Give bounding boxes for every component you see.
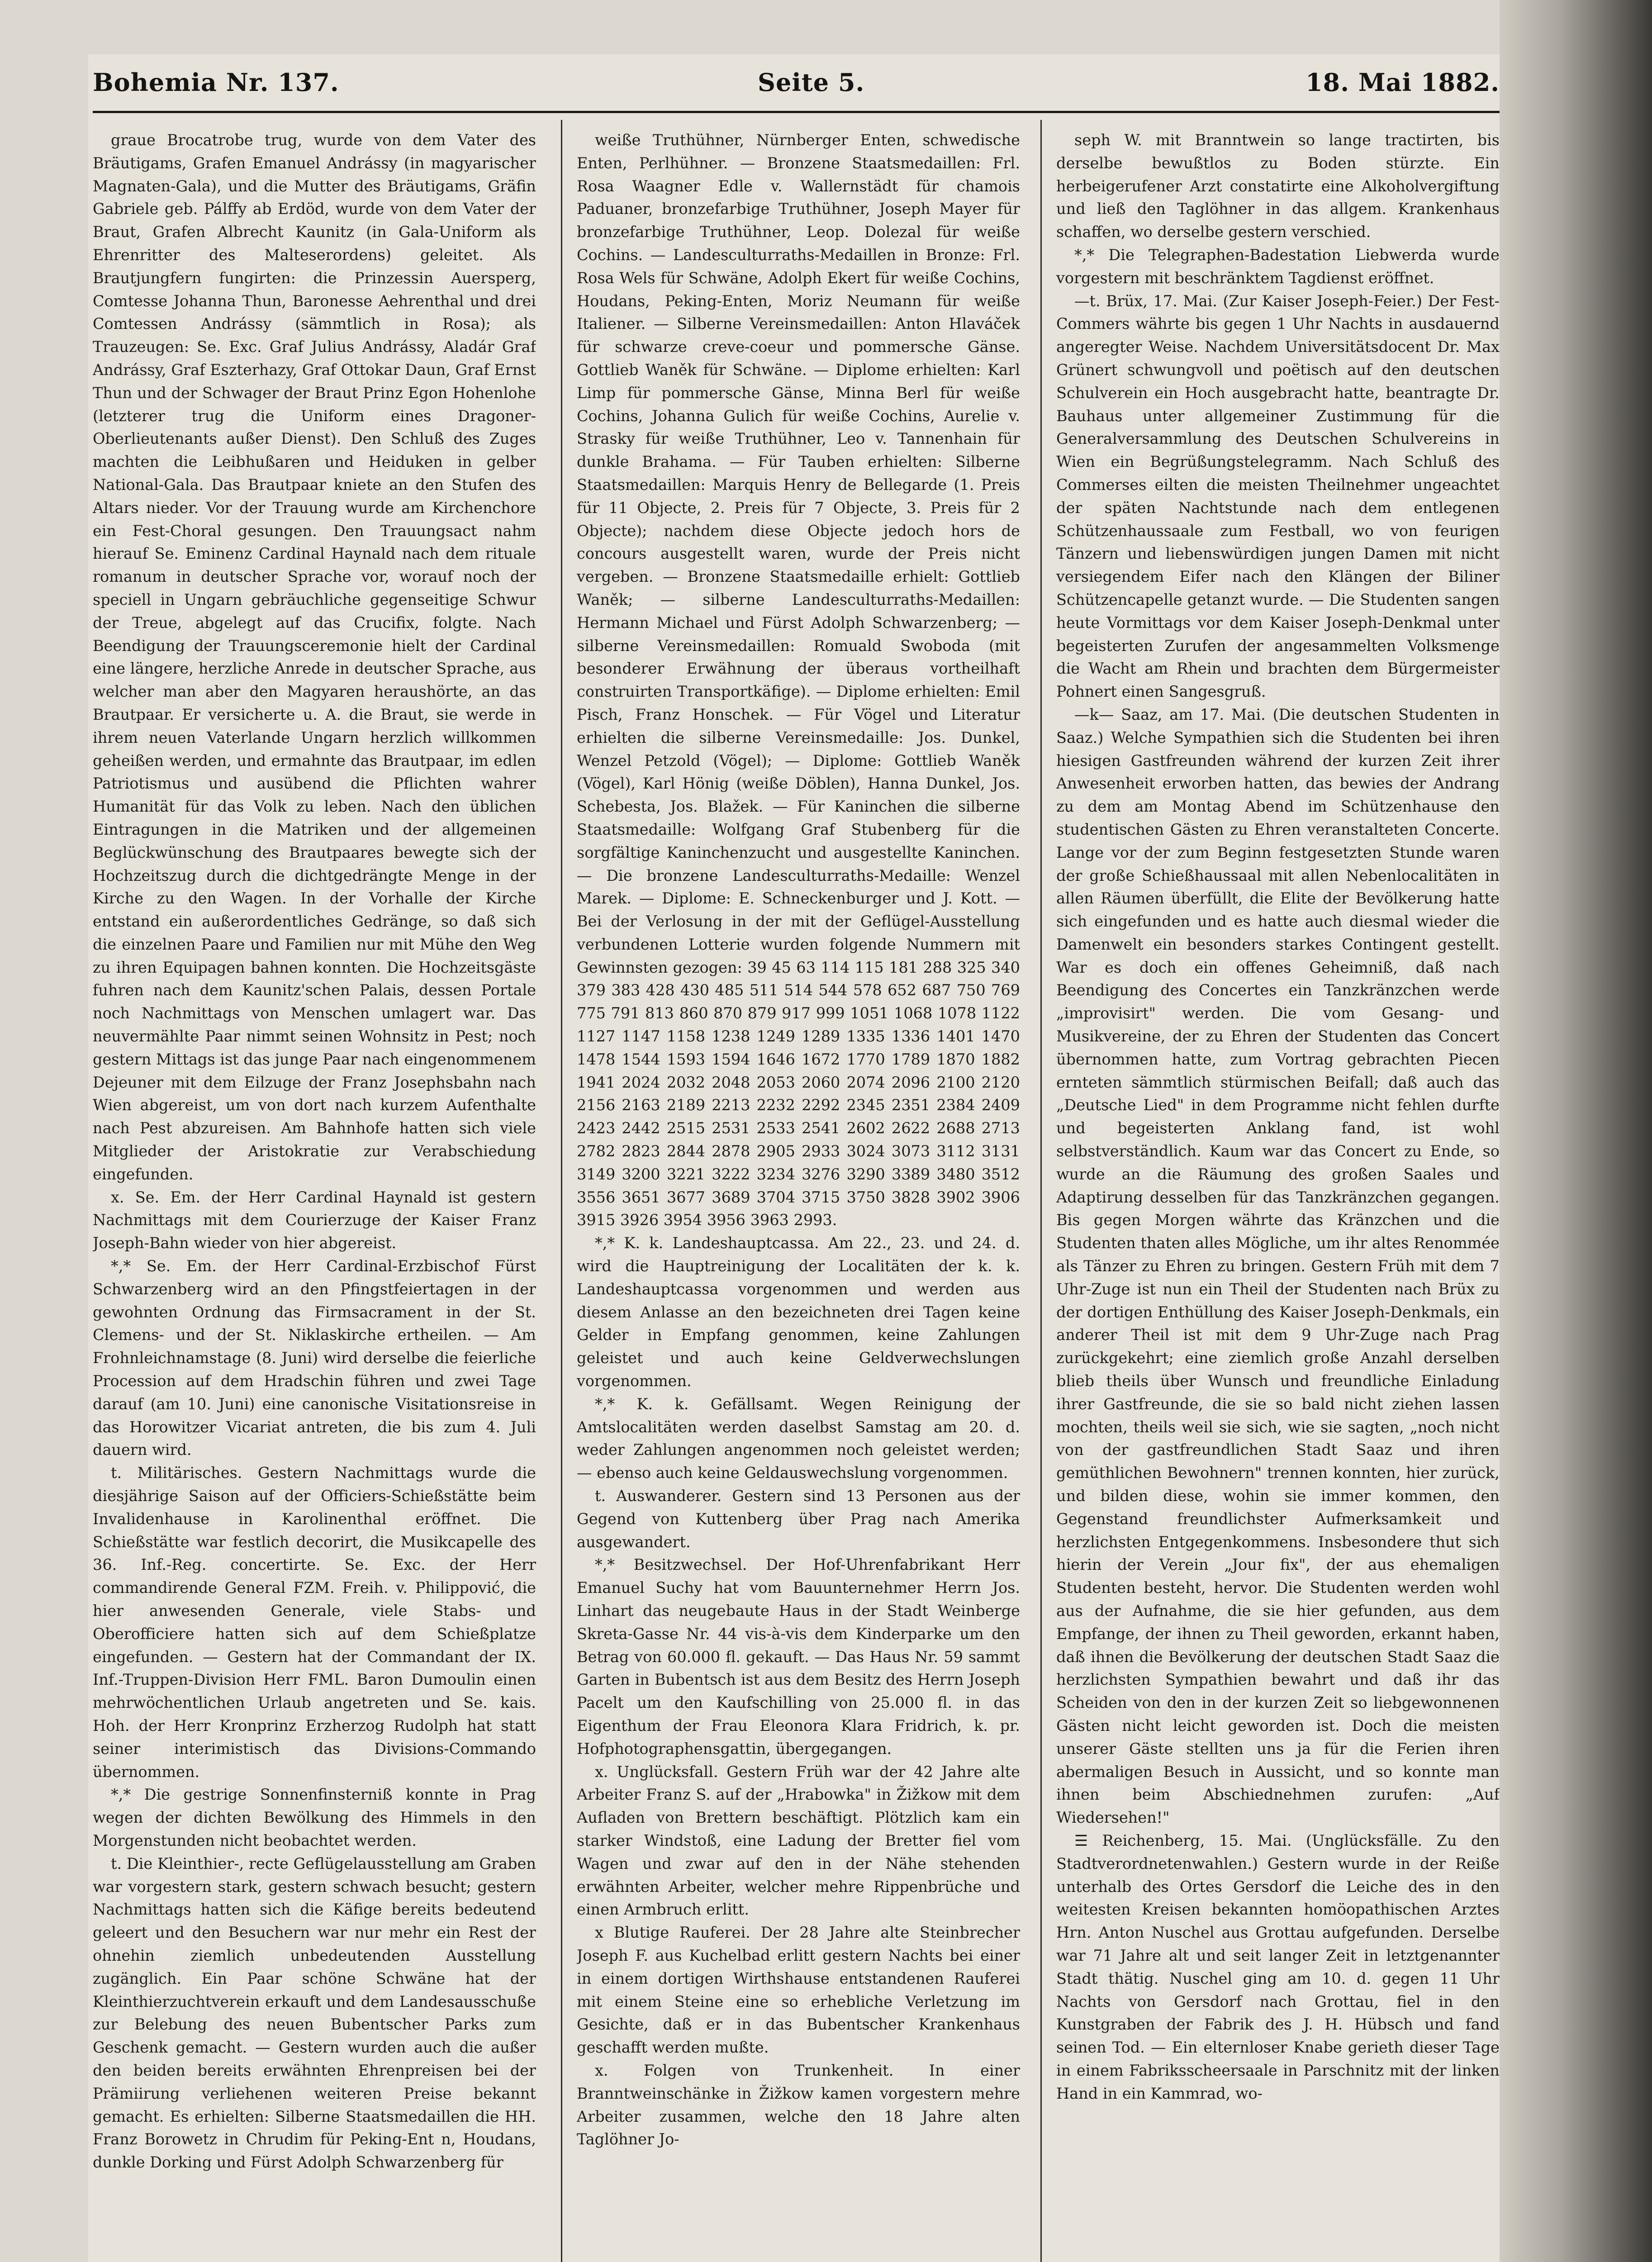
header-rule [93,111,1500,113]
paragraph-cardinal-haynald: x. Se. Em. der Herr Cardinal Haynald ist gestern Nachmittags mit dem Courierzuge der Kaiser Franz Joseph-Bahn wieder von hier abgereist. [93,1188,536,1252]
page-header [93,68,1500,104]
paragraph-militaerisches: t. Militärisches. Gestern Nachmittags wurde die diesjährige Saison auf der Officiers-Schießstätte beim Invalidenhause in Karolinenthal eröffnet. Die Schießstätte war festlich decorirt, die Musikcapelle des 36. Inf.-Reg. concertirte. Se. Exc. der Herr commandirende General FZM. Freih. v. Philippović, die hier anwesenden Generale, viele Stabs- und Oberofficiere hatten sich auf dem Schießplatze eingefunden. — Gestern hat der Commandant der IX. Inf.-Truppen-Division Herr FML. Baron Dumoulin einen mehrwöchentlichen Urlaub angetreten und Se. kais. Hoh. der Herr Kronprinz Erzherzog Rudolph hat statt seiner interimistisch das Divisions-Commando übernommen. [93,1464,536,1781]
paragraph-reichenberg: ☰ Reichenberg, 15. Mai. (Unglücksfälle. Zu den Stadtverordnetenwahlen.) Gestern wurde in der Reiße unterhalb des Ortes Gersdorf die Leiche des in den weitesten Kreisen bekannten homöopathischen Arztes Hrn. Anton Nuschel aus Grottau aufgefunden. Derselbe war 71 Jahre alt und seit langer Zeit in letztgenannter Stadt thätig. Nuschel ging am 10. d. gegen 11 Uhr Nachts von Gersdorf nach Grottau, fiel in den Kunstgraben der Fabrik des J. H. Hübsch und fand seinen Tod. — Ein elternloser Knabe gerieth dieser Tage in einem Fabriksscheersaale in Parschnitz mit der linken Hand in ein Kammrad, wo- [1056,1831,1500,2102]
paragraph-cardinal-schwarzenberg: *,* Se. Em. der Herr Cardinal-Erzbischof Fürst Schwarzenberg wird an den Pfingstfeiertagen in der gewohnten Ordnung das Firmsacrament in der St. Clemens- und der St. Niklaskirche ertheilen. — Am Frohnleichnamstage (8. Juni) wird derselbe die feierliche Procession auf dem Hradschin führen und zwei Tage darauf (am 10. Juni) eine canonische Visitationsreise in das Horowitzer Vicariat antreten, die bis zum 4. Juli dauern wird. [93,1257,536,1459]
paragraph-ungluecksfall: x. Unglücksfall. Gestern Früh war der 42 Jahre alte Arbeiter Franz S. auf der „Hrabowka" in Žižkow mit dem Aufladen von Brettern beschäftigt. Plötzlich kam ein starker Windstoß, eine Ladung der Bretter fiel vom Wagen und zwar auf den in der Nähe stehenden erwähnten Arbeiter, welcher mehre Rippenbrüche und einen Armbruch erlitt. [577,1763,1020,1919]
paragraph-besitzwechsel: *,* Besitzwechsel. Der Hof-Uhrenfabrikant Herr Emanuel Suchy hat vom Bauunternehmer Herrn Jos. Linhart das neugebaute Haus in der Stadt Weinberge Skreta-Gasse Nr. 44 vis-à-vis dem Kinderparke um den Betrag von 60.000 fl. gekauft. — Das Haus Nr. 59 sammt Garten in Bubentsch ist aus dem Besitz des Herrn Joseph Pacelt um den Kaufschilling von 25.000 fl. in das Eigenthum der Frau Eleonora Klara Fridrich, k. pr. Hofphotographensgattin, übergegangen. [577,1556,1020,1758]
paragraph-gefluegelausstellung: t. Die Kleinthier-, recte Geflügelausstellung am Graben war vorgestern stark, gestern schwach besucht; gestern Nachmittags hatten sich die Käfige bereits bedeutend geleert und den Besuchern war nur mehr ein Rest der ohnehin ziemlich unbedeutenden Ausstellung zugänglich. Ein Paar schöne Schwäne hat der Kleinthierzuchtverein erkauft und dem Landesausschuße zur Belebung des neuen Bubentscher Parks zum Geschenk gemacht. — Gestern wurden auch die außer den beiden bereits erwähnten Ehrenpreisen bei der Prämiirung verliehenen weiteren Preise bekannt gemacht. Es erhielten: Silberne Staatsmedaillen die HH. Franz Borowetz in Chrudim für Peking-Ent n, Houdans, dunkle Dorking und Fürst Adolph Schwarzenberg für [93,1854,536,2172]
column-1 [93,129,536,2262]
column-divider-2 [1040,120,1042,2262]
scan-edge-shadow [1500,0,1652,2262]
column-3 [1056,129,1500,2262]
paragraph-trunkenheit-continuation: seph W. mit Branntwein so lange tractirten, bis derselbe bewußtlos zu Boden stürzte. Ein herbeigerufener Arzt constatirte eine Alkoholvergiftung und ließ den Taglöhner in das allgem. Krankenhaus schaffen, wo derselbe gestern verschied. [1056,131,1500,241]
paragraph-auswanderer: t. Auswanderer. Gestern sind 13 Personen aus der Gegend von Kuttenberg über Prag nach Amerika ausgewandert. [577,1487,1020,1551]
paragraph-wedding-continuation: graue Brocatrobe trug, wurde von dem Vater des Bräutigams, Grafen Emanuel Andrássy (in magyarischer Magnaten-Gala), und die Mutter des Bräutigams, Gräfin Gabriele geb. Pálffy ab Erdöd, wurde von dem Vater der Braut, Grafen Albrecht Kaunitz (in Gala-Uniform als Ehrenritter des Malteserordens) geleitet. Als Brautjungfern fungirten: die Prinzessin Auersperg, Comtesse Johanna Thun, Baronesse Aehrenthal und drei Comtessen Andrássy (sämmtlich in Rosa); als Trauzeugen: Se. Exc. Graf Julius Andrássy, Aladár Graf Andrássy, Graf Eszterhazy, Graf Ottokar Daun, Graf Ernst Thun und der Schwager der Braut Prinz Egon Hohenlohe (letzterer trug die Uniform eines Dragoner-Oberlieutenants außer Dienst). Den Schluß des Zuges machten die Leibhußaren und Heiduken in gelber National-Gala. Das Brautpaar kniete an den Stufen des Altars nieder. Vor der Trauung wurde am Kirchenchore ein Fest-Choral gesungen. Den Trauungsact nahm hierauf Se. Eminenz Cardinal Haynald nach dem rituale romanum in deutscher Sprache vor, worauf noch der speciell in Ungarn gebräuchliche gegenseitige Schwur der Treue, abgelegt auf das Crucifix, folgte. Nach Beendigung der Trauungsceremonie hielt der Cardinal eine längere, herzliche Anrede in deutscher Sprache, aus welcher man aber den Magyaren heraushörte, an das Brautpaar. Er versicherte u. A. die Braut, sie werde in ihrem neuen Vaterlande Ungarn herzlich willkommen geheißen werden, und ermahnte das Brautpaar, im edlen Patriotismus und ausübend die Pflichten wahrer Humanität für das Volk zu leben. Nach den üblichen Eintragungen in die Matriken und der allgemeinen Beglückwünschung des Brautpaares bewegte sich der Hochzeitszug durch die dichtgedrängte Menge in der Kirche zu den Wagen. In der Vorhalle der Kirche entstand ein außerordentliches Gedränge, so daß sich die einzelnen Paare und Familien nur mit Mühe den Weg zu ihren Equipagen bahnen konnten. Die Hochzeitsgäste fuhren nach dem Kaunitz'schen Palais, dessen Portale noch Nachmittags von Menschen umlagert war. Das neuvermählte Paar nimmt seinen Wohnsitz in Pest; noch gestern Mittags ist das junge Paar nach eingenommenem Dejeuner mit dem Eilzuge der Franz Josephsbahn nach Wien abgereist, um von dort nach kurzem Aufenthalte nach Pest abzureisen. Am Bahnhofe hatten sich viele Mitglieder der Aristokratie zur Verabschiedung eingefunden. [93,131,536,1183]
paragraph-bruex: —t. Brüx, 17. Mai. (Zur Kaiser Joseph-Feier.) Der Fest-Commers währte bis gegen 1 Uhr Nachts in ausdauernd angeregter Weise. Nachdem Universitätsdocent Dr. Max Grünert schwungvoll und poëtisch auf den deutschen Schulverein ein Hoch ausgebracht hatte, beantragte Dr. Bauhaus unter allgemeiner Zustimmung für die Generalversammlung des Deutschen Schulvereins in Wien ein Begrüßungstelegramm. Nach Schluß des Commerses eilten die meisten Theilnehmer ungeachtet der späten Nachtstunde nach dem entlegenen Schützenhaussaale zum Festball, wo von feurigen Tänzern und liebenswürdigen jungen Damen mit nicht versiegendem Eifer nach den Klängen der Biliner Schützencapelle getanzt wurde. — Die Studenten sangen heute Vormittags vor dem Kaiser Joseph-Denkmal unter begeisterten Zurufen der angesammelten Volksmenge die Wacht am Rhein und brachten dem Bürgermeister Pohnert einen Sangesgruß. [1056,292,1500,701]
paragraph-sonnenfinsternis: *,* Die gestrige Sonnenfinsterniß konnte in Prag wegen der dichten Bewölkung des Himmels in den Morgenstunden nicht beobachtet werden. [93,1786,536,1849]
paragraph-rauferei: x Blutige Rauferei. Der 28 Jahre alte Steinbrecher Joseph F. aus Kuchelbad erlitt gestern Nachts bei einer in einem dortigen Wirthshause entstandenen Rauferei mit einem Steine eine so erhebliche Verletzung im Gesichte, daß er in das Bubentscher Krankenhaus geschafft werden mußte. [577,1924,1020,2057]
paragraph-gefaellsamt: *,* K. k. Gefällsamt. Wegen Reinigung der Amtslocalitäten werden daselbst Samstag am 20. d. weder Zahlungen angenommen noch geleistet werden; — ebenso auch keine Geldauswechslung vorgenommen. [577,1395,1020,1482]
masthead-issue: Bohemia Nr. 137. [93,68,339,97]
paragraph-prize-list: weiße Truthühner, Nürnberger Enten, schwedische Enten, Perlhühner. — Bronzene Staatsmedaillen: Frl. Rosa Waagner Edle v. Wallernstädt für chamois Paduaner, bronzefarbige Truthühner, Joseph Mayer für bronzefarbige Truthühner, Leop. Dolezal für weiße Cochins. — Landesculturraths-Medaillen in Bronze: Frl. Rosa Wels für Schwäne, Adolph Ekert für weiße Cochins, Houdans, Peking-Enten, Moriz Neumann für weiße Italiener. — Silberne Vereinsmedaillen: Anton Hlaváček für schwarze creve-coeur und pommersche Gänse. Gottlieb Waněk für Schwäne. — Diplome erhielten: Karl Limp für pommersche Gänse, Minna Berl für weiße Cochins, Johanna Gulich für weiße Cochins, Aurelie v. Strasky für weiße Truthühner, Leo v. Tannenhain für dunkle Brahama. — Für Tauben erhielten: Silberne Staatsmedaillen: Marquis Henry de Bellegarde (1. Preis für 11 Objecte, 2. Preis für 7 Objecte, 3. Preis für 2 Objecte); nachdem diese Objecte jedoch hors de concours ausgestellt waren, wurde der Preis nicht vergeben. — Bronzene Staatsmedaille erhielt: Gottlieb Waněk; — silberne Landesculturraths-Medaillen: Hermann Michael und Fürst Adolph Schwarzenberg; — silberne Vereinsmedaillen: Romuald Swoboda (mit besonderer Erwähnung der überaus vortheilhaft construirten Transportkäfige). — Diplome erhielten: Emil Pisch, Franz Honschek. — Für Vögel und Literatur erhielten die silberne Vereinsmedaille: Jos. Dunkel, Wenzel Petzold (Vögel); — Diplome: Gottlieb Waněk (Vögel), Karl Hönig (weiße Döblen), Hanna Dunkel, Jos. Schebesta, Jos. Blažek. — Für Kaninchen die silberne Staatsmedaille: Wolfgang Graf Stubenberg für die sorgfältige Kaninchenzucht und ausgestellte Kaninchen. — Die bronzene Landesculturraths-Medaille: Wenzel Marek. — Diplome: E. Schneckenburger und J. Kott. — Bei der Verlosung in der mit der Geflügel-Ausstellung verbundenen Lotterie wurden folgende Nummern mit Gewinnsten gezogen: 39 45 63 114 115 181 288 325 340 379 383 428 430 485 511 514 544 578 652 687 750 769 775 791 813 860 870 879 917 999 1051 1068 1078 1122 1127 1147 1158 1238 1249 1289 1335 1336 1401 1470 1478 1544 1593 1594 1646 1672 1770 1789 1870 1882 1941 2024 2032 2048 2053 2060 2074 2096 2100 2120 2156 2163 2189 2213 2232 2292 2345 2351 2384 2409 2423 2442 2515 2531 2533 2541 2602 2622 2688 2713 2782 2823 2844 2878 2905 2933 3024 3073 3112 3131 3149 3200 3221 3222 3234 3276 3290 3389 3480 3512 3556 3651 3677 3689 3704 3715 3750 3828 3902 3906 3915 3926 3954 3956 3963 2993. [577,131,1020,1229]
column-divider-1 [561,120,562,2262]
paragraph-liebwerda: *,* Die Telegraphen-Badestation Liebwerda wurde vorgestern mit beschränktem Tagdienst eröffnet. [1056,246,1500,287]
column-2 [577,129,1020,2262]
issue-date: 18. Mai 1882. [1305,68,1500,97]
paragraph-landeshauptcassa: *,* K. k. Landeshauptcassa. Am 22., 23. und 24. d. wird die Hauptreinigung der Localitäten der k. k. Landeshauptcassa vorgenommen und werden aus diesem Anlasse an den bezeichneten drei Tagen keine Gelder in Empfang genommen, keine Zahlungen geleistet und auch keine Geldverwechslungen vorgenommen. [577,1234,1020,1390]
page-number: Seite 5. [758,68,865,97]
paragraph-saaz: —k— Saaz, am 17. Mai. (Die deutschen Studenten in Saaz.) Welche Sympathien sich die Studenten bei ihren hiesigen Gastfreunden während der kurzen Zeit ihrer Anwesenheit erworben hatten, das bewies der Andrang zu dem am Montag Abend im Schützenhause den studentischen Gästen zu Ehren veranstalteten Concerte. Lange vor der zum Beginn festgesetzten Stunde waren der große Schießhaussaal mit allen Nebenlocalitäten in allen Räumen überfüllt, die Elite der Bevölkerung hatte sich eingefunden und es hatte auch diesmal wieder die Damenwelt ein besonders starkes Contingent gestellt. War es doch ein offenes Geheimniß, daß nach Beendigung des Concertes ein Tanzkränzchen werde „improvisirt" werden. Die vom Gesang- und Musikvereine, der zu Ehren der Studenten das Concert übernommen hatte, zum Vortrag gebrachten Piecen ernteten sämmtlich stürmischen Beifall; daß auch das „Deutsche Lied" in dem Programme nicht fehlen durfte und begeisterten Anklang fand, ist wohl selbstverständlich. Kaum war das Concert zu Ende, so wurde an die Räumung des großen Saales und Adaptirung desselben für das Tanzkränzchen gegangen. Bis gegen Morgen währte das Kränzchen und die Studenten thaten alles Mögliche, um ihr altes Renommée als Tänzer zu Ehren zu bringen. Gestern Früh mit dem 7 Uhr-Zuge ist nun ein Theil der Studenten nach Brüx zu der dortigen Enthüllung des Kaiser Joseph-Denkmals, ein anderer Theil ist mit dem 9 Uhr-Zuge nach Prag zurückgekehrt; eine ziemlich große Anzahl derselben blieb theils über Wunsch und freundliche Einladung ihrer Gastfreunde, die sie so bald nicht ziehen lassen mochten, theils weil sie sich, wie sie sagten, „noch nicht von der gastfreundlichen Stadt Saaz und ihren gemüthlichen Bewohnern" trennen konnten, hier zurück, und bilden diese, wohin sie immer kommen, den Gegenstand freundlichster Aufmerksamkeit und herzlichsten Entgegenkommens. Insbesondere thut sich hierin der Verein „Jour fix", der aus ehemaligen Studenten besteht, hervor. Die Studenten werden wohl aus der Aufnahme, die sie hier gefunden, aus dem Empfange, der ihnen zu Theil geworden, erkannt haben, daß ihnen die Bevölkerung der deutschen Stadt Saaz die herzlichsten Sympathien bewahrt und daß ihr das Scheiden von den in der kurzen Zeit so liebgewonnenen Gästen nicht leicht geworden ist. Doch die meisten unserer Gäste stellten uns ja für die Ferien ihren abermaligen Besuch in Aussicht, und so konnte man ihnen beim Abschiednehmen zurufen: „Auf Wiedersehen!" [1056,705,1500,1827]
paragraph-trunkenheit: x. Folgen von Trunkenheit. In einer Branntweinschänke in Žižkow kamen vorgestern mehre Arbeiter zusammen, welche den 18 Jahre alten Taglöhner Jo- [577,2061,1020,2148]
